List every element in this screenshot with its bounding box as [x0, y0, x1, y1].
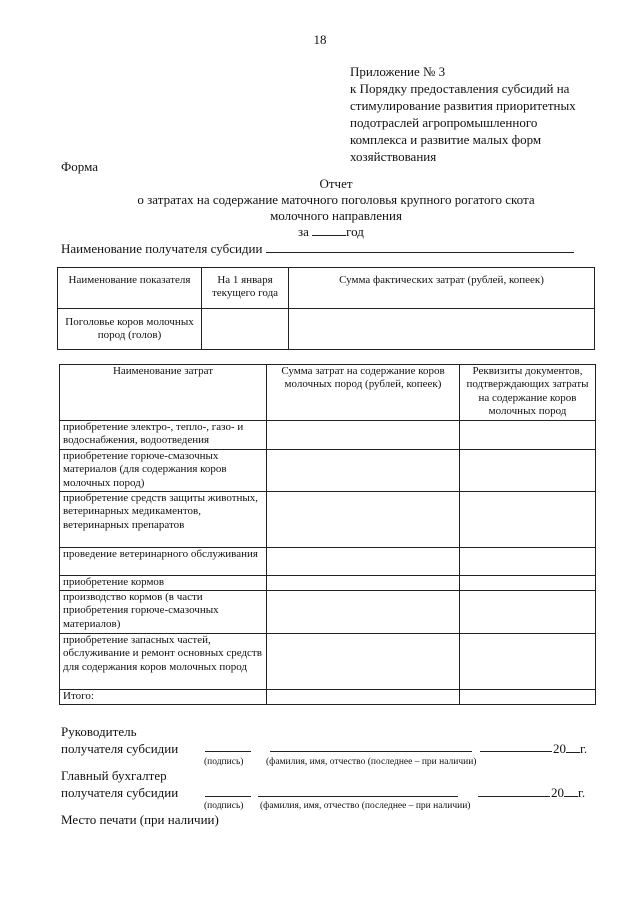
page-number: 18 [313, 32, 327, 47]
expense-sum-cell[interactable] [267, 591, 460, 634]
total-label: Итого: [60, 690, 267, 705]
table1-header-jan1: На 1 января текущего года [202, 268, 289, 309]
table1-cell-jan1[interactable] [202, 309, 289, 350]
expense-docs-cell[interactable] [460, 548, 596, 576]
recipient-row [61, 240, 574, 257]
head-label-1: Руководитель [61, 724, 137, 739]
accountant-name-line[interactable] [258, 796, 458, 797]
expense-name: приобретение кормов [60, 576, 267, 591]
appendix-line: стимулирование развития приоритетных [350, 98, 576, 113]
table-row-total [60, 690, 596, 705]
accountant-label-1: Главный бухгалтер [61, 768, 167, 783]
table2-header-name: Наименование затрат [60, 365, 267, 421]
head-signature-caption: (подпись) [204, 757, 244, 767]
table-row [60, 576, 596, 591]
table2-header-sum: Сумма затрат на содержание коров молочных пород (рублей, копеек) [267, 365, 460, 421]
total-sum-cell[interactable] [267, 690, 460, 705]
expenses-table [59, 364, 596, 705]
accountant-date-line[interactable] [478, 796, 550, 797]
form-label: Форма [61, 159, 98, 174]
table-row [60, 421, 596, 450]
table1-header-indicator: Наименование показателя [58, 268, 202, 309]
report-subtitle: о затратах на содержание маточного поголовья крупного рогатого скота [137, 192, 535, 207]
year-suffix: г. [578, 785, 586, 800]
accountant-name-caption: (фамилия, имя, отчество (последнее – при наличии) [260, 801, 471, 811]
recipient-label: Наименование получателя субсидии [61, 241, 263, 256]
year-blank[interactable] [564, 785, 578, 797]
head-name-line[interactable] [270, 751, 472, 752]
accountant-signature-caption: (подпись) [204, 801, 244, 811]
expense-name: приобретение запасных частей, обслуживание и ремонт основных средств для содержания коров молочных пород [60, 634, 267, 690]
appendix-line: комплекса и развитие малых форм [350, 132, 542, 147]
expense-sum-cell[interactable] [267, 634, 460, 690]
report-title: Отчет [319, 176, 353, 191]
report-period [298, 223, 364, 240]
table-row [60, 548, 596, 576]
expense-name: приобретение горюче-смазочных материалов (для содержания коров молочных пород) [60, 450, 267, 492]
appendix-line: подотраслей агропромышленного [350, 115, 538, 130]
period-blank[interactable] [312, 223, 346, 236]
year-blank[interactable] [566, 741, 580, 753]
expense-docs-cell[interactable] [460, 492, 596, 548]
table1-cell-sum[interactable] [289, 309, 595, 350]
expense-sum-cell[interactable] [267, 450, 460, 492]
appendix-line: хозяйствования [350, 149, 437, 164]
head-signature-line[interactable] [205, 751, 251, 752]
expense-sum-cell[interactable] [267, 421, 460, 450]
appendix-line: к Порядку предоставления субсидий на [350, 81, 570, 96]
appendix-title: Приложение № 3 [350, 64, 446, 79]
head-name-caption: (фамилия, имя, отчество (последнее – при наличии) [266, 757, 477, 767]
table1-row-label: Поголовье коров молочных пород (голов) [58, 309, 202, 350]
table1-header-sum: Сумма фактических затрат (рублей, копеек) [289, 268, 595, 309]
head-label-2: получателя субсидии [61, 741, 179, 756]
accountant-label-2: получателя субсидии [61, 785, 179, 800]
expense-name: проведение ветеринарного обслуживания [60, 548, 267, 576]
appendix-block [350, 63, 610, 165]
recipient-blank[interactable] [266, 240, 574, 253]
expense-docs-cell[interactable] [460, 576, 596, 591]
indicator-table [57, 267, 595, 350]
expense-sum-cell[interactable] [267, 548, 460, 576]
expense-sum-cell[interactable] [267, 576, 460, 591]
head-year [553, 740, 587, 757]
expense-name: приобретение средств защиты животных, ветеринарных медикаментов, ветеринарных препаратов [60, 492, 267, 548]
year-prefix: 20 [553, 741, 566, 756]
expense-docs-cell[interactable] [460, 421, 596, 450]
year-suffix: г. [580, 741, 588, 756]
total-docs-cell[interactable] [460, 690, 596, 705]
expense-name: производство кормов (в части приобретения горюче-смазочных материалов) [60, 591, 267, 634]
table-row [60, 634, 596, 690]
table-row [60, 591, 596, 634]
accountant-year [551, 784, 585, 801]
expense-sum-cell[interactable] [267, 492, 460, 548]
period-prefix: за [298, 224, 309, 239]
expense-docs-cell[interactable] [460, 634, 596, 690]
table-row [60, 492, 596, 548]
expense-docs-cell[interactable] [460, 450, 596, 492]
accountant-signature-line[interactable] [205, 796, 251, 797]
table-row [60, 450, 596, 492]
seal-label: Место печати (при наличии) [61, 812, 219, 827]
period-suffix: год [346, 224, 364, 239]
table2-header-docs: Реквизиты документов, подтверждающих затраты на содержание коров молочных пород [460, 365, 596, 421]
year-prefix: 20 [551, 785, 564, 800]
expense-docs-cell[interactable] [460, 591, 596, 634]
head-date-line[interactable] [480, 751, 552, 752]
report-subtitle-2: молочного направления [270, 208, 402, 223]
expense-name: приобретение электро-, тепло-, газо- и водоснабжения, водоотведения [60, 421, 267, 450]
